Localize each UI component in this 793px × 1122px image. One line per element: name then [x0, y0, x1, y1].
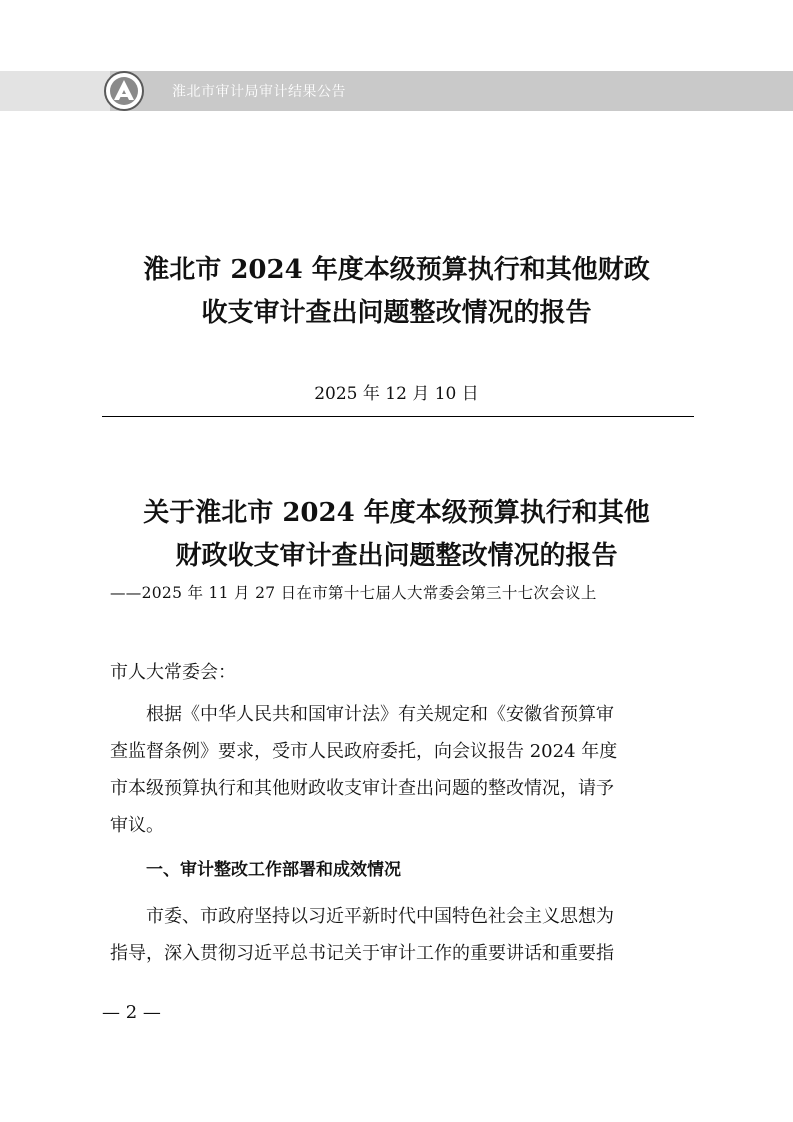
paragraph-line: 查监督条例》要求，受市人民政府委托，向会议报告 2024 年度: [110, 741, 618, 762]
paragraph-line: 市委、市政府坚持以习近平新时代中国特色社会主义思想为: [146, 906, 614, 927]
report-title-line-1: 关于淮北市 2024 年度本级预算执行和其他: [143, 498, 650, 528]
cover-title-line-1: 淮北市 2024 年度本级预算执行和其他财政: [143, 255, 650, 285]
page-number: — 2 —: [102, 1002, 161, 1023]
paragraph-line: 市本级预算执行和其他财政收支审计查出问题的整改情况，请予: [110, 778, 614, 799]
header-stripe: [0, 71, 110, 111]
salutation: 市人大常委会：: [110, 662, 236, 683]
report-subtitle: ——2025 年 11 月 27 日在市第十七届人大常委会第三十七次会议上: [110, 584, 597, 602]
cover-title-line-2: 收支审计查出问题整改情况的报告: [201, 298, 592, 328]
header-title: 淮北市审计局审计结果公告: [172, 84, 346, 100]
paragraph-line: 根据《中华人民共和国审计法》有关规定和《安徽省预算审: [146, 704, 614, 725]
audit-emblem-icon: [104, 71, 144, 111]
section-heading: 一、审计整改工作部署和成效情况: [146, 860, 401, 880]
divider-rule: [102, 416, 694, 417]
report-date: 2025 年 12 月 10 日: [314, 384, 479, 404]
report-title-line-2: 财政收支审计查出问题整改情况的报告: [175, 541, 618, 571]
paragraph-line: 审议。: [110, 815, 164, 836]
paragraph-line: 指导，深入贯彻习近平总书记关于审计工作的重要讲话和重要指: [110, 943, 614, 964]
